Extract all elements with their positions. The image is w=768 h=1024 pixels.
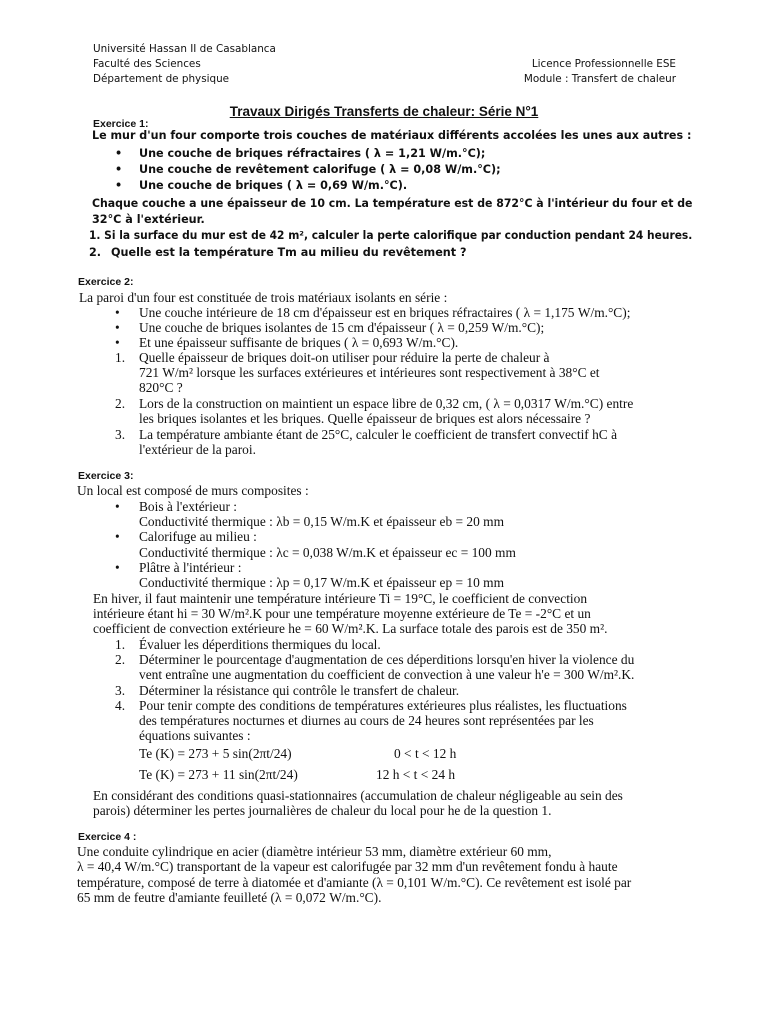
exercise-2-bullet-2: • Une couche de briques isolantes de 15 cm d'épaisseur ( λ = 0,259 W/m.°C); [139, 320, 544, 335]
exercise-1-question-2-number: 2. [89, 246, 102, 259]
exercise-3-label: Exercice 3: [78, 470, 134, 482]
exercise-1-bullet-3: • Une couche de briques ( λ = 0,69 W/m.°C). [139, 178, 407, 194]
exercise-3-question-4-line-2: des températures nocturnes et diurnes au cours de 24 heures sont représentées par les [139, 713, 594, 728]
exercise-3-question-2-line-2: vent entraîne une augmentation du coefficient de convection à une valeur h'e = 300 W/m².K. [139, 667, 635, 682]
exercise-1-text-2: 32°C à l'extérieur. [92, 213, 205, 226]
exercise-3-bullet-1-detail: Conductivité thermique : λb = 0,15 W/m.K et épaisseur eb = 20 mm [139, 514, 504, 529]
exercise-1-question-1: 1. Si la surface du mur est de 42 m², calculer la perte calorifique par conduction pendant 24 heures. [89, 229, 693, 242]
exercise-2-question-3-line-2: l'extérieur de la paroi. [139, 442, 256, 457]
exercise-4-line-2: λ = 40,4 W/m.°C) transportant de la vapeur est calorifugée par 32 mm d'un revêtement fondu à haute [77, 859, 618, 874]
exercise-3-question-4-line-3: équations suivantes : [139, 728, 251, 743]
exercise-3-bullet-2: • Calorifuge au milieu : [139, 529, 257, 544]
exercise-2-question-2: 2. Lors de la construction on maintient un espace libre de 0,32 cm, ( λ = 0,0317 W/m.°C) entre [115, 396, 634, 411]
exercise-3-equation-1: Te (K) = 273 + 5 sin(2πt/24) [139, 746, 292, 761]
exercise-1-intro: Le mur d'un four comporte trois couches de matériaux différents accolées les unes aux autres : [92, 129, 692, 142]
exercise-3-conclusion-1: En considérant des conditions quasi-stationnaires (accumulation de chaleur négligeable au sein des [93, 788, 623, 803]
header-right [524, 57, 676, 87]
exercise-3-equation-2-range: 12 h < t < 24 h [376, 767, 456, 782]
university-name: Université Hassan II de Casablanca [93, 43, 276, 55]
exercise-3-bullet-3: • Plâtre à l'intérieur : [139, 560, 241, 575]
exercise-3-conclusion-2: parois) déterminer les pertes journalières de chaleur du local pour he de la question 1. [93, 803, 552, 818]
exercise-2-bullet-3: • Et une épaisseur suffisante de briques ( λ = 0,693 W/m.°C). [139, 335, 458, 350]
exercise-2-label: Exercice 2: [78, 276, 134, 288]
exercise-2-bullet-1: • Une couche intérieure de 18 cm d'épaisseur est en briques réfractaires ( λ = 1,175 W/m.°C); [139, 305, 630, 320]
exercise-3-paragraph-2: intérieure étant hi = 30 W/m².K pour une température moyenne extérieure de Te = -2°C et un [93, 606, 591, 621]
exercise-3-question-1: 1. Évaluer les déperditions thermiques du local. [115, 637, 381, 652]
exercise-2-question-1: 1. Quelle épaisseur de briques doit-on utiliser pour réduire la perte de chaleur à [115, 350, 550, 365]
exercise-3-bullet-3-detail: Conductivité thermique : λp = 0,17 W/m.K et épaisseur ep = 10 mm [139, 575, 504, 590]
exercise-3-question-3: 3. Déterminer la résistance qui contrôle le transfert de chaleur. [115, 683, 460, 698]
exercise-4-line-1: Une conduite cylindrique en acier (diamètre intérieur 53 mm, diamètre extérieur 60 mm, [77, 844, 552, 859]
program-name: Licence Professionnelle ESE [531, 58, 676, 70]
exercise-3-bullet-1: • Bois à l'extérieur : [139, 499, 237, 514]
exercise-3-equation-1-range: 0 < t < 12 h [394, 746, 457, 761]
exercise-3-paragraph-3: coefficient de convection extérieure he = 60 W/m².K. La surface totale des parois est de 350 m². [93, 621, 608, 636]
exercise-1-bullet-1: • Une couche de briques réfractaires ( λ = 1,21 W/m.°C); [139, 146, 485, 162]
module-name: Module : Transfert de chaleur [523, 73, 676, 85]
exercise-3-intro: Un local est composé de murs composites : [77, 483, 309, 498]
exercise-3-bullet-2-detail: Conductivité thermique : λc = 0,038 W/m.K et épaisseur ec = 100 mm [139, 545, 516, 560]
exercise-2-intro: La paroi d'un four est constituée de trois matériaux isolants en série : [79, 290, 448, 305]
exercise-4-line-4: 65 mm de feutre d'amiante feuilleté (λ = 0,072 W/m.°C). [77, 890, 382, 905]
exercise-1-text-1: Chaque couche a une épaisseur de 10 cm. La température est de 872°C à l'intérieur du four et de [92, 197, 693, 210]
exercise-4-label: Exercice 4 : [78, 831, 137, 843]
exercise-3-equation-2: Te (K) = 273 + 11 sin(2πt/24) [139, 767, 298, 782]
exercise-1-bullet-2: • Une couche de revêtement calorifuge ( λ = 0,08 W/m.°C); [139, 162, 501, 178]
department-name: Département de physique [93, 73, 230, 85]
exercise-1-question-2: Quelle est la température Tm au milieu du revêtement ? [111, 246, 467, 259]
exercise-3-paragraph-1: En hiver, il faut maintenir une température intérieure Ti = 19°C, le coefficient de convection [93, 591, 588, 606]
exercise-3-question-4: 4. Pour tenir compte des conditions de températures extérieures plus réalistes, les fluctuations [115, 698, 627, 713]
exercise-2-question-3: 3. La température ambiante étant de 25°C, calculer le coefficient de transfert convectif hC à [115, 427, 618, 442]
header-left [93, 42, 276, 87]
faculty-name: Faculté des Sciences [93, 58, 201, 70]
page-title: Travaux Dirigés Transferts de chaleur: Série N°1 [229, 104, 539, 119]
exercise-2-question-2-line-2: les briques isolantes et les briques. Quelle épaisseur de briques est alors nécessaire ? [139, 411, 591, 426]
exercise-2-question-1-line-2: 721 W/m² lorsque les surfaces extérieures et intérieures sont respectivement à 38°C et [139, 365, 600, 380]
exercise-3-question-2: 2. Déterminer le pourcentage d'augmentation de ces déperditions lorsqu'en hiver la violence du [115, 652, 635, 667]
exercise-1-label: Exercice 1: [93, 118, 149, 130]
exercise-2-question-1-line-3: 820°C ? [139, 380, 183, 395]
exercise-4-line-3: température, composé de terre à diatomée et d'amiante (λ = 0,101 W/m.°C). Ce revêtement est isolé par [77, 875, 632, 890]
